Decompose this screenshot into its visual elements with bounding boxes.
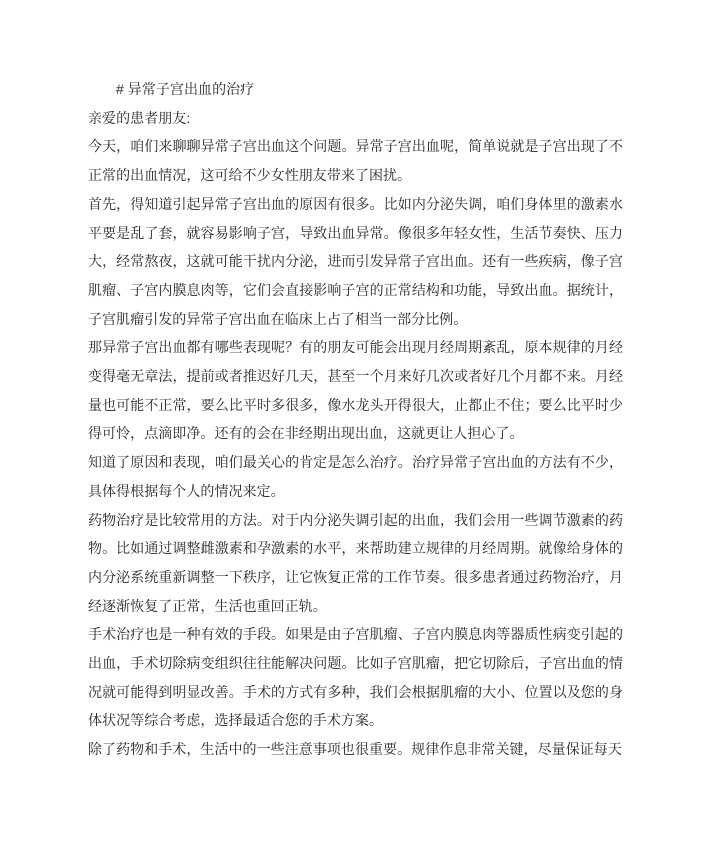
paragraph-intro: 今天，咱们来聊聊异常子宫出血这个问题。异常子宫出血呢，简单说就是子宫出现了不正常的出血情况，这可给不少女性朋友带来了困扰。	[88, 138, 623, 184]
paragraph-causes: 首先，得知道引起异常子宫出血的原因有很多。比如内分泌失调，咱们身体里的激素水平要是乱了套，就容易影响子宫，导致出血异常。像很多年轻女性，生活节奏快、压力大，经常熬夜，这就可能干扰内分泌，进而引发异常子宫出血。还有一些疾病，像子宫肌瘤、子宫内膜息肉等，它们会直接影响子宫的正常结构和功能，导致出血。据统计，子宫肌瘤引发的异常子宫出血在临床上占了相当一部分比例。	[88, 195, 623, 327]
document-salutation: 亲爱的患者朋友:	[88, 109, 191, 126]
paragraph-surgery: 手术治疗也是一种有效的手段。如果是由子宫肌瘤、子宫内膜息肉等器质性病变引起的出血，手术切除病变组织往往能解决问题。比如子宫肌瘤，把它切除后，子宫出血的情况就可能得到明显改善。手术的方式有多种，我们会根据肌瘤的大小、位置以及您的身体状况等综合考虑，选择最适合您的手术方案。	[88, 626, 623, 729]
paragraph-medication: 药物治疗是比较常用的方法。对于内分泌失调引起的出血，我们会用一些调节激素的药物。比如通过调整雌激素和孕激素的水平，来帮助建立规律的月经周期。就像给身体的内分泌系统重新调整一下秩序，让它恢复正常的工作节奏。很多患者通过药物治疗，月经逐渐恢复了正常，生活也重回正轨。	[88, 511, 623, 614]
paragraph-lifestyle: 除了药物和手术，生活中的一些注意事项也很重要。规律作息非常关键，尽量保证每天	[88, 741, 622, 758]
paragraph-symptoms: 那异常子宫出血都有哪些表现呢？有的朋友可能会出现月经周期紊乱，原本规律的月经变得毫无章法，提前或者推迟好几天，甚至一个月来好几次或者好几个月都不来。月经量也可能不正常，要么比平时多很多，像水龙头开得很大，止都止不住；要么比平时少得可怜，点滴即净。还有的会在非经期出现出血，这就更让人担心了。	[88, 339, 623, 442]
document-body	[88, 132, 623, 763]
paragraph-treatment-overview: 知道了原因和表现，咱们最关心的肯定是怎么治疗。治疗异常子宫出血的方法有不少，具体得根据每个人的情况来定。	[88, 454, 623, 499]
document-heading: # 异常子宫出血的治疗	[116, 81, 255, 97]
